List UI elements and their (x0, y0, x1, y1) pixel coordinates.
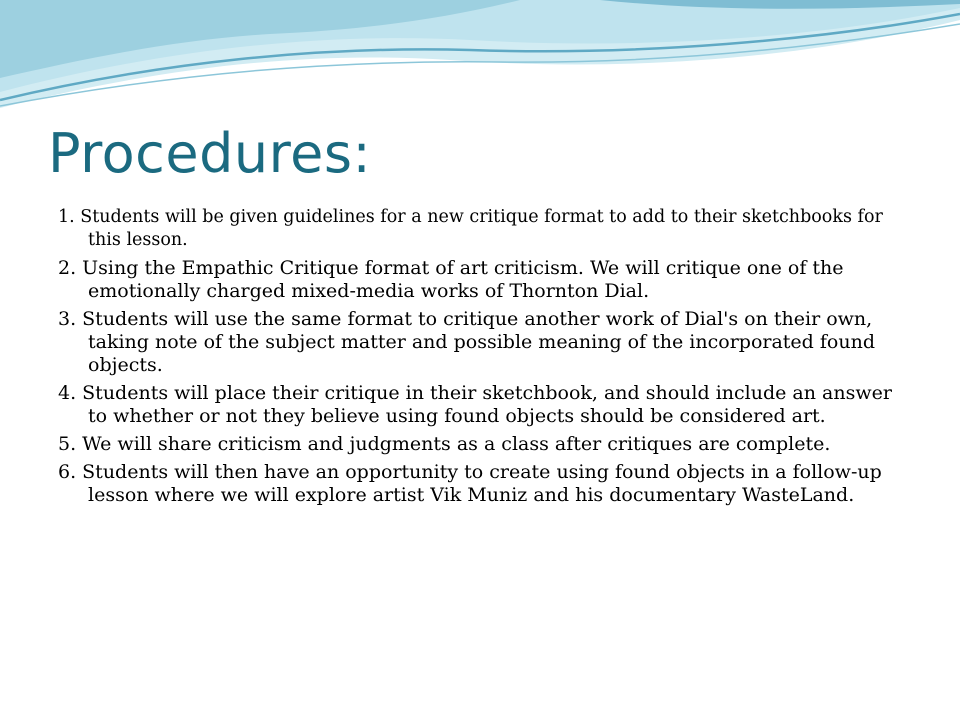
procedure-step-5: 5. We will share criticism and judgments as a class after critiques are complete. (58, 433, 831, 455)
procedure-step-3: 3. Students will use the same format to critique another work of Dial's on their own, taking note of the subject matter and possible meaning of the incorporated found objects. (58, 308, 875, 376)
slide-title: Procedures: (48, 122, 372, 185)
procedure-step-6: 6. Students will then have an opportunity to create using found objects in a follow-up lesson where we will explore artist Vik Muniz and his documentary WasteLand. (58, 461, 882, 506)
procedure-step-4: 4. Students will place their critique in their sketchbook, and should include an answer to whether or not they believe using found objects should be considered art. (58, 382, 892, 427)
procedure-step-2: 2. Using the Empathic Critique format of art criticism. We will critique one of the emotionally charged mixed-media works of Thornton Dial. (58, 257, 844, 302)
procedure-step-1: 1. Students will be given guidelines for a new critique format to add to their sketchbooks for this lesson. (58, 207, 883, 250)
procedure-list (58, 206, 908, 512)
header-wave-decoration (0, 0, 960, 130)
